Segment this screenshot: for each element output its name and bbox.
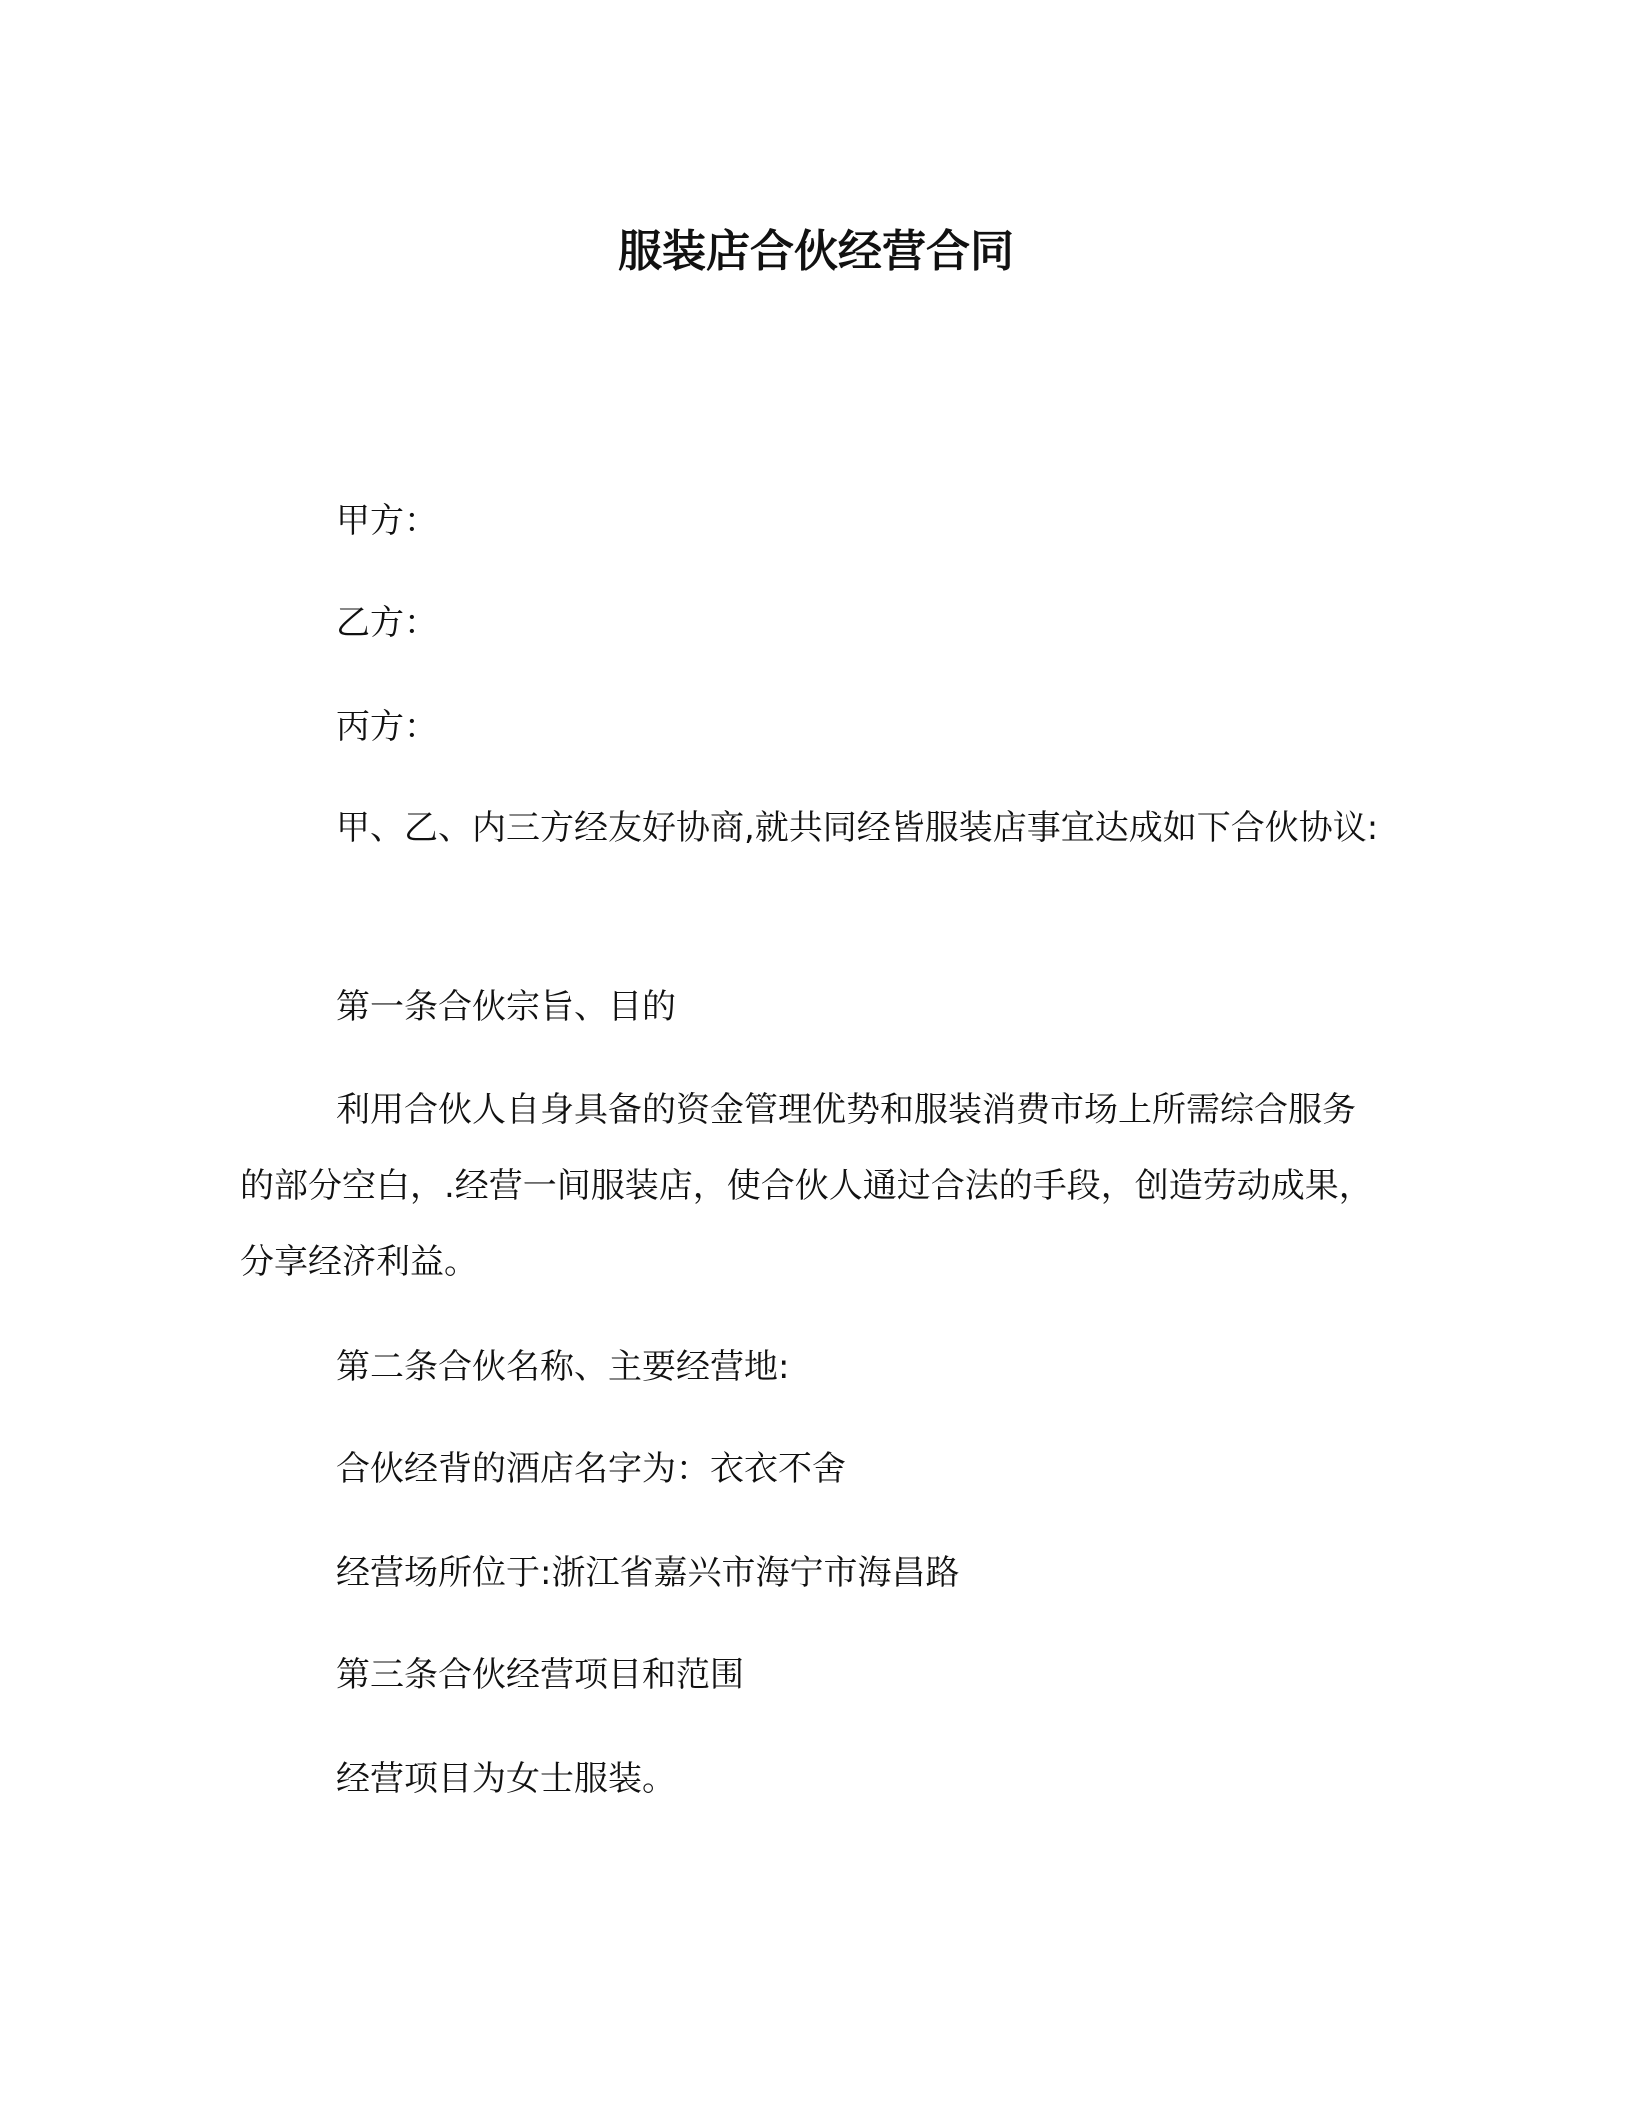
party-c-line: 丙方： — [336, 707, 438, 747]
intro-paragraph: 甲、乙、内三方经友好协商,就共同经皆服装店事宜达成如下合伙协议: — [336, 808, 1379, 848]
article1-heading: 第一条合伙宗旨、目的 — [336, 987, 676, 1027]
document-title: 服装店合伙经营合同 — [618, 226, 1014, 277]
article2-location-line: 经营场所位于:浙江省嘉兴市海宁市海昌路 — [336, 1553, 960, 1593]
article2-name-line: 合伙经背的酒店名字为：衣衣不舍 — [336, 1449, 846, 1489]
article1-body: 利用合伙人自身具备的资金管理优势和服装消费市场上所需综合服务的部分空白，.经营一间服装店，使合伙人通过合法的手段，创造劳动成果，分享经济利益。 — [240, 1090, 1373, 1282]
article3-heading: 第三条合伙经营项目和范围 — [336, 1655, 744, 1695]
article3-body: 经营项目为女士服装。 — [336, 1759, 676, 1799]
party-b-line: 乙方： — [336, 603, 438, 643]
party-a-line: 甲方： — [336, 501, 438, 541]
article2-heading: 第二条合伙名称、主要经营地: — [336, 1347, 790, 1387]
